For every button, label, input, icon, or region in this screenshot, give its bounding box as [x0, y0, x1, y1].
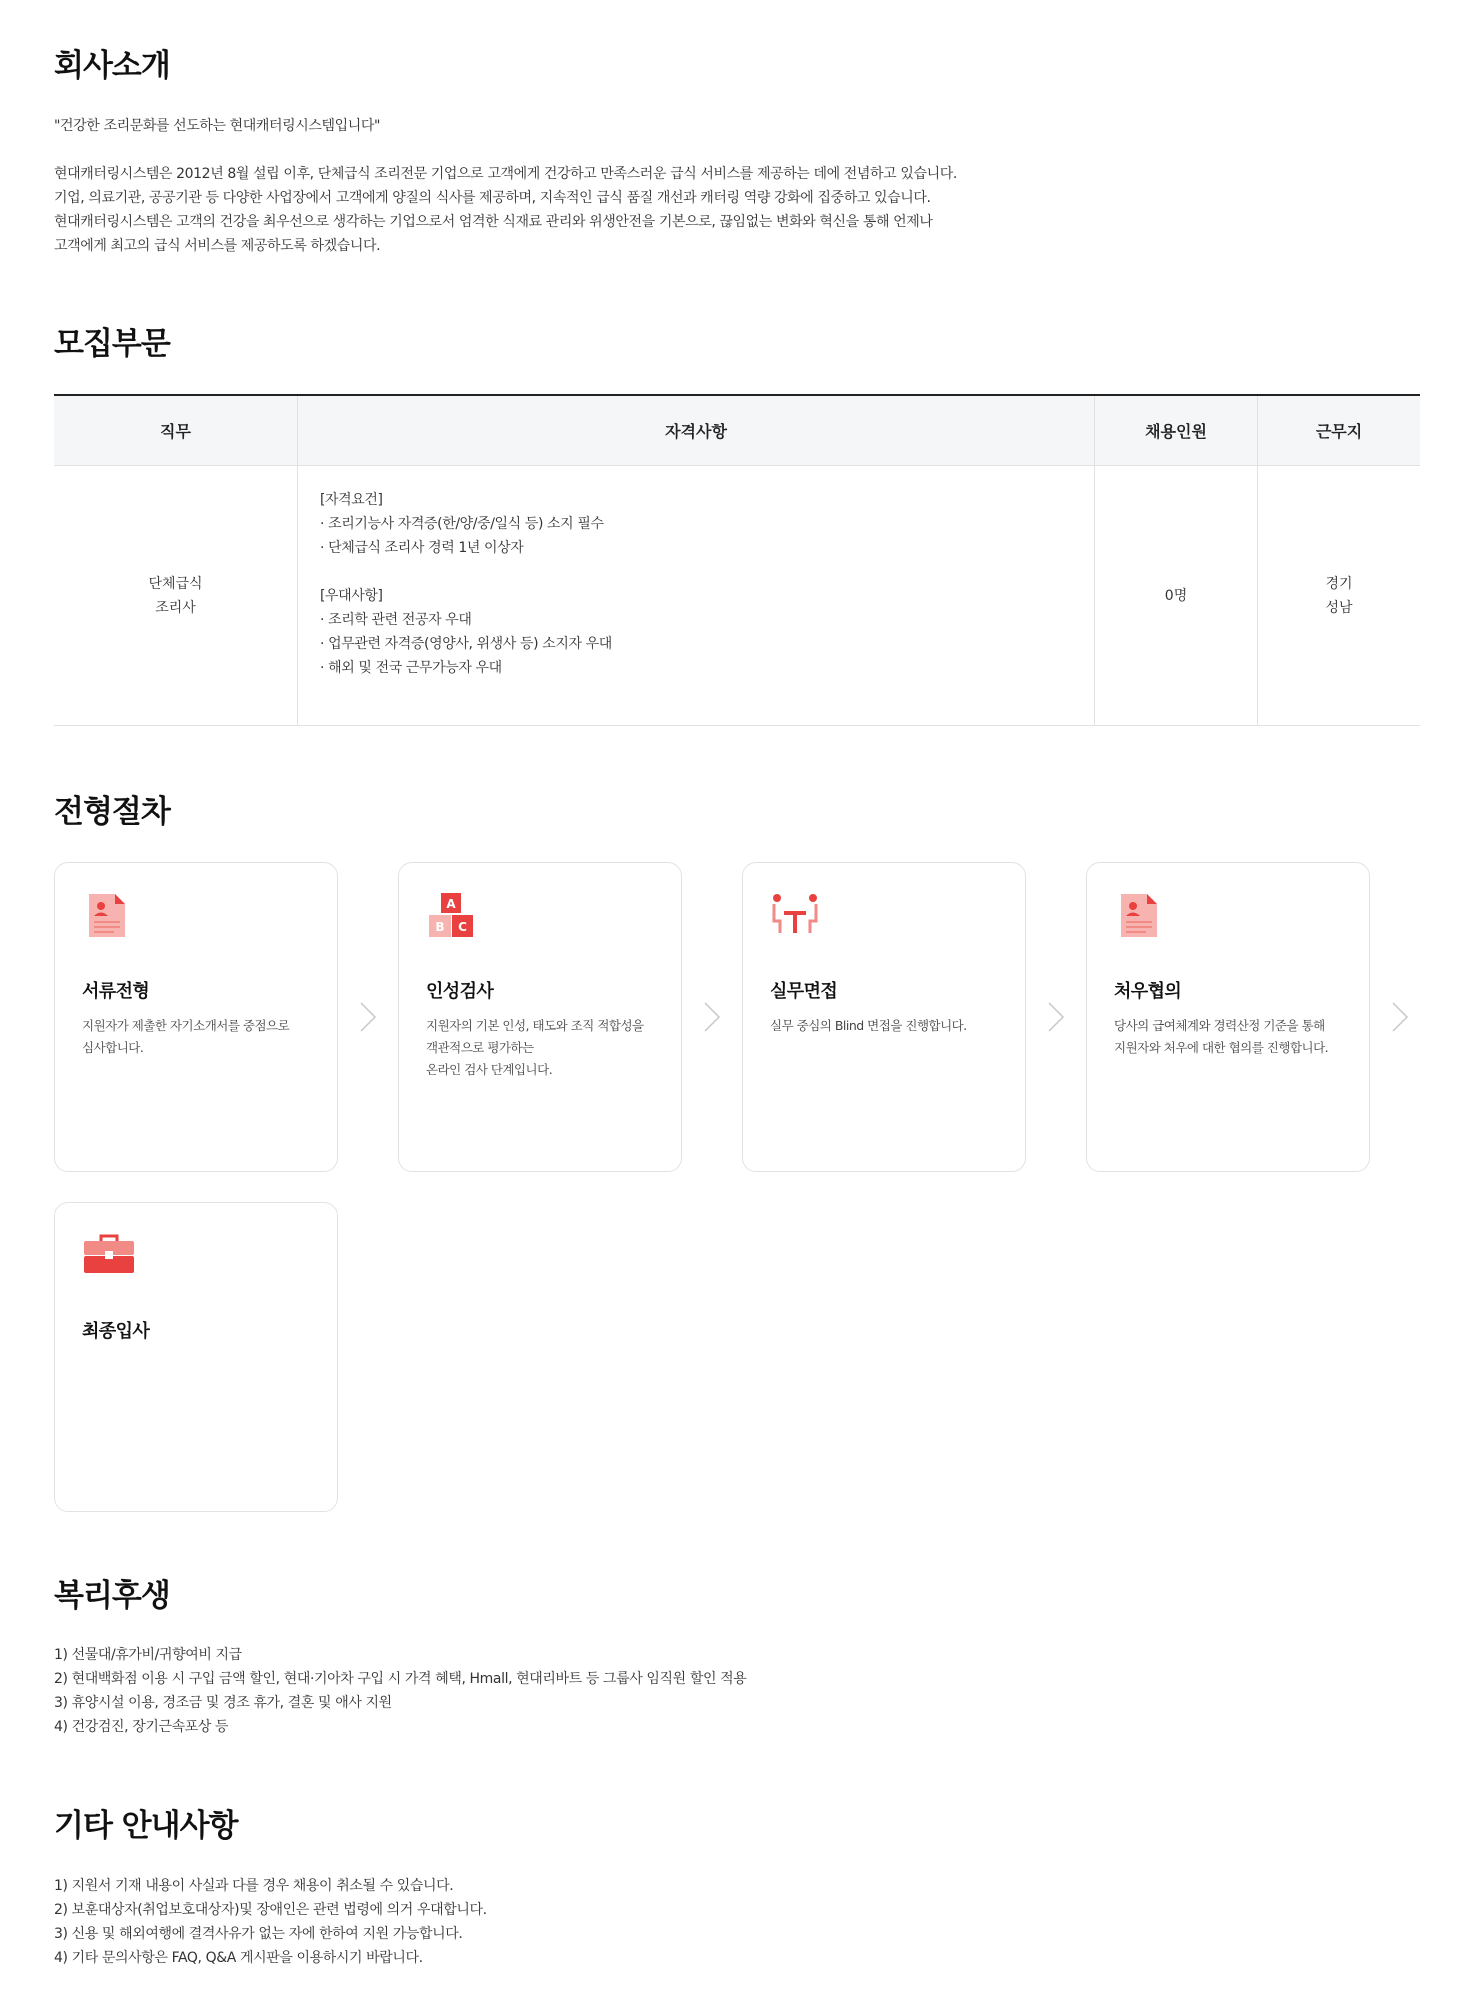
- svg-text:B: B: [435, 920, 445, 934]
- table-row: [54, 466, 1420, 726]
- etc-body: 1) 지원서 기재 내용이 사실과 다를 경우 채용이 취소될 수 있습니다. 2) 보훈대상자(취업보호대상자)및 장애인은 관련 법령에 의거 우대합니다. 3) 신용 및 해외여행에 결격사유가 없는 자에 한하여 지원 가능합니다. 4) 기타 문의사항은 FAQ, Q&A 게시판을 이용하시기 바랍니다.: [54, 1878, 487, 1966]
- td-job: 단체급식 조리사: [54, 466, 298, 725]
- company-slogan: "건강한 조리문화를 선도하는 현대캐터링시스템입니다": [54, 118, 381, 134]
- process-step-card: [54, 1202, 338, 1512]
- th-qualifications: 자격사항: [298, 396, 1095, 465]
- step-description: 지원자가 제출한 자기소개서를 중점으로 심사합니다.: [82, 1018, 290, 1055]
- welfare-body: 1) 선물대/휴가비/귀향여비 지급 2) 현대백화점 이용 시 구입 금액 할인, 현대·기아차 구입 시 가격 혜택, Hmall, 현대리바트 등 그룹사 임직원 할인 적용 3) 휴양시설 이용, 경조금 및 경조 휴가, 결혼 및 애사 지원 4) 건강검진, 장기근속포상 등: [54, 1647, 747, 1735]
- process-step-card: [742, 862, 1026, 1172]
- chevron-right-icon: [1389, 1000, 1411, 1034]
- abc-blocks-icon: [427, 891, 475, 939]
- chevron-right-icon: [357, 1000, 379, 1034]
- process-step-card: [54, 862, 338, 1172]
- step-title: 인성검사: [426, 981, 494, 1002]
- process-heading: 전형절차: [54, 794, 170, 830]
- step-description: 실무 중심의 Blind 면접을 진행합니다.: [770, 1018, 967, 1033]
- welfare-heading: 복리후생: [54, 1578, 170, 1614]
- step-title: 서류전형: [82, 981, 150, 1002]
- table-header-row: [54, 396, 1420, 466]
- company-body: 현대캐터링시스템은 2012년 8월 설립 이후, 단체급식 조리전문 기업으로 고객에게 건강하고 만족스러운 급식 서비스를 제공하는 데에 전념하고 있습니다. 기업, 의료기관, 공공기관 등 다양한 사업장에서 고객에게 양질의 식사를 제공하며, 지속적인 급식 품질 개선과 캐터링 역량 강화에 집중하고 있습니다. 현대캐터링시스템은 고객의 건강을 최우선으로 생각하는 기업으로서 엄격한 식재료 관리와 위생안전을 기본으로, 끊임없는 변화와 혁신을 통해 언제나 고객에게 최고의 급식 서비스를 제공하도록 하겠습니다.: [54, 166, 957, 254]
- td-location: 경기 성남: [1325, 575, 1353, 616]
- interview-table-icon: [771, 891, 819, 939]
- step-title: 최종입사: [82, 1321, 150, 1342]
- chevron-right-icon: [701, 1000, 723, 1034]
- briefcase-icon: [83, 1231, 131, 1279]
- svg-text:A: A: [446, 897, 456, 911]
- step-description: 지원자의 기본 인성, 태도와 조직 적합성을 객관적으로 평가하는 온라인 검사 단계입니다.: [426, 1018, 644, 1077]
- step-description: 당사의 급여체계와 경력산정 기준을 통해 지원자와 처우에 대한 협의를 진행합니다.: [1114, 1018, 1329, 1055]
- process-step-card: [398, 862, 682, 1172]
- th-headcount: 채용인원: [1095, 396, 1258, 465]
- chevron-right-icon: [1045, 1000, 1067, 1034]
- th-job: 직무: [54, 396, 298, 465]
- recruit-heading: 모집부문: [54, 326, 170, 362]
- td-qualifications: [자격요건] · 조리기능사 자격증(한/양/중/일식 등) 소지 필수 · 단체급식 조리사 경력 1년 이상자 [우대사항] · 조리학 관련 전공자 우대 · 업무관련 자격증(영양사, 위생사 등) 소지자 우대 · 해외 및 전국 근무가능자 우대: [298, 466, 1095, 725]
- company-heading: 회사소개: [54, 48, 170, 84]
- document-person-icon: [1115, 891, 1163, 939]
- document-person-icon: [83, 891, 131, 939]
- recruit-table: [54, 394, 1420, 726]
- th-location: 근무지: [1315, 422, 1363, 441]
- process-step-card: [1086, 862, 1370, 1172]
- step-title: 처우협의: [1114, 981, 1182, 1002]
- svg-text:C: C: [458, 920, 467, 934]
- td-headcount: 0명: [1095, 466, 1258, 725]
- etc-heading: 기타 안내사항: [54, 1808, 238, 1844]
- step-title: 실무면접: [770, 981, 838, 1002]
